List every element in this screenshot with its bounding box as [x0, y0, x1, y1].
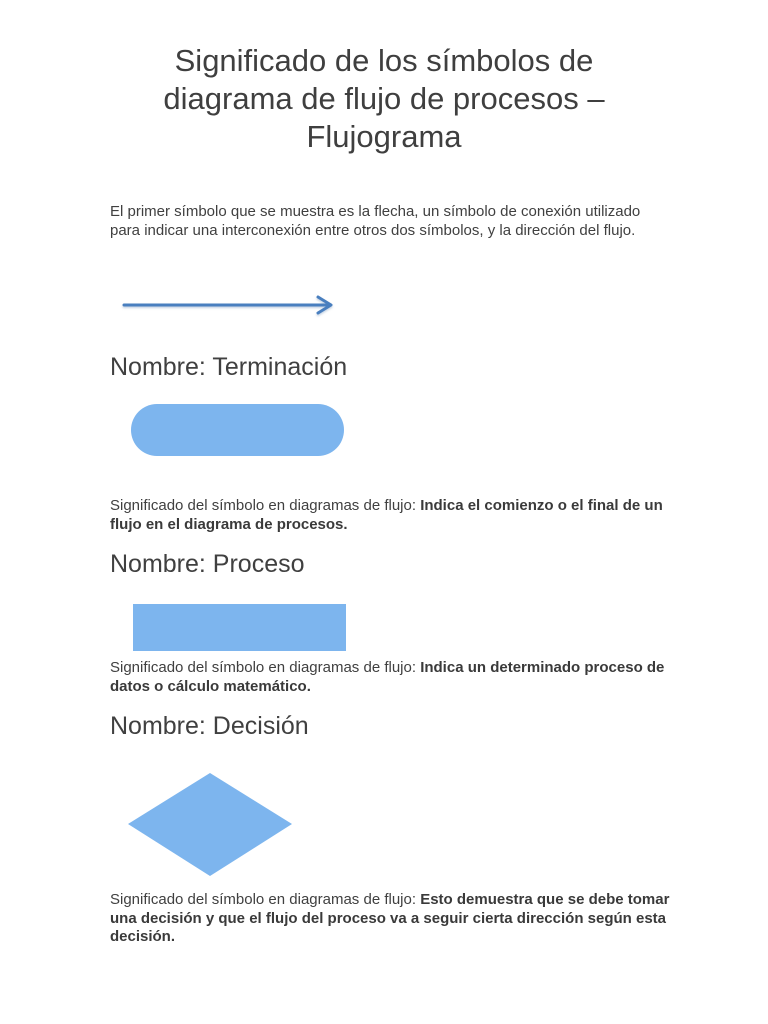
meaning-proceso — [110, 659, 670, 696]
arrow-symbol — [118, 292, 340, 323]
process-symbol — [133, 604, 346, 651]
heading-decision: Nombre: Decisión — [110, 712, 309, 740]
heading-terminacion: Nombre: Terminación — [110, 353, 348, 381]
page-title — [0, 42, 768, 156]
arrow-icon — [118, 292, 340, 318]
meaning-prefix: Significado del símbolo en diagramas de flujo: — [110, 497, 421, 514]
intro-paragraph: El primer símbolo que se muestra es la flecha, un símbolo de conexión utilizado para indicar una interconexión entre otros dos símbolos, y la dirección del flujo. — [110, 203, 641, 239]
title-line-2: diagrama de flujo de procesos – — [163, 81, 605, 116]
meaning-text: Indica el comienzo o el final de un flujo en el diagrama de procesos. — [110, 497, 663, 533]
meaning-terminacion — [110, 497, 670, 534]
meaning-decision — [110, 891, 670, 947]
decision-symbol — [126, 772, 294, 883]
meaning-text: Indica un determinado proceso de datos o cálculo matemático. — [110, 659, 665, 695]
heading-proceso: Nombre: Proceso — [110, 550, 305, 578]
meaning-prefix: Significado del símbolo en diagramas de flujo: — [110, 659, 421, 676]
meaning-text: Esto demuestra que se debe tomar una decisión y que el flujo del proceso va a seguir cierta dirección según esta decisión. — [110, 891, 670, 945]
meaning-prefix: Significado del símbolo en diagramas de flujo: — [110, 891, 421, 908]
diamond-icon — [126, 772, 294, 878]
terminal-symbol — [131, 404, 344, 456]
title-line-1: Significado de los símbolos de — [174, 43, 594, 78]
title-line-3: Flujograma — [306, 119, 462, 154]
